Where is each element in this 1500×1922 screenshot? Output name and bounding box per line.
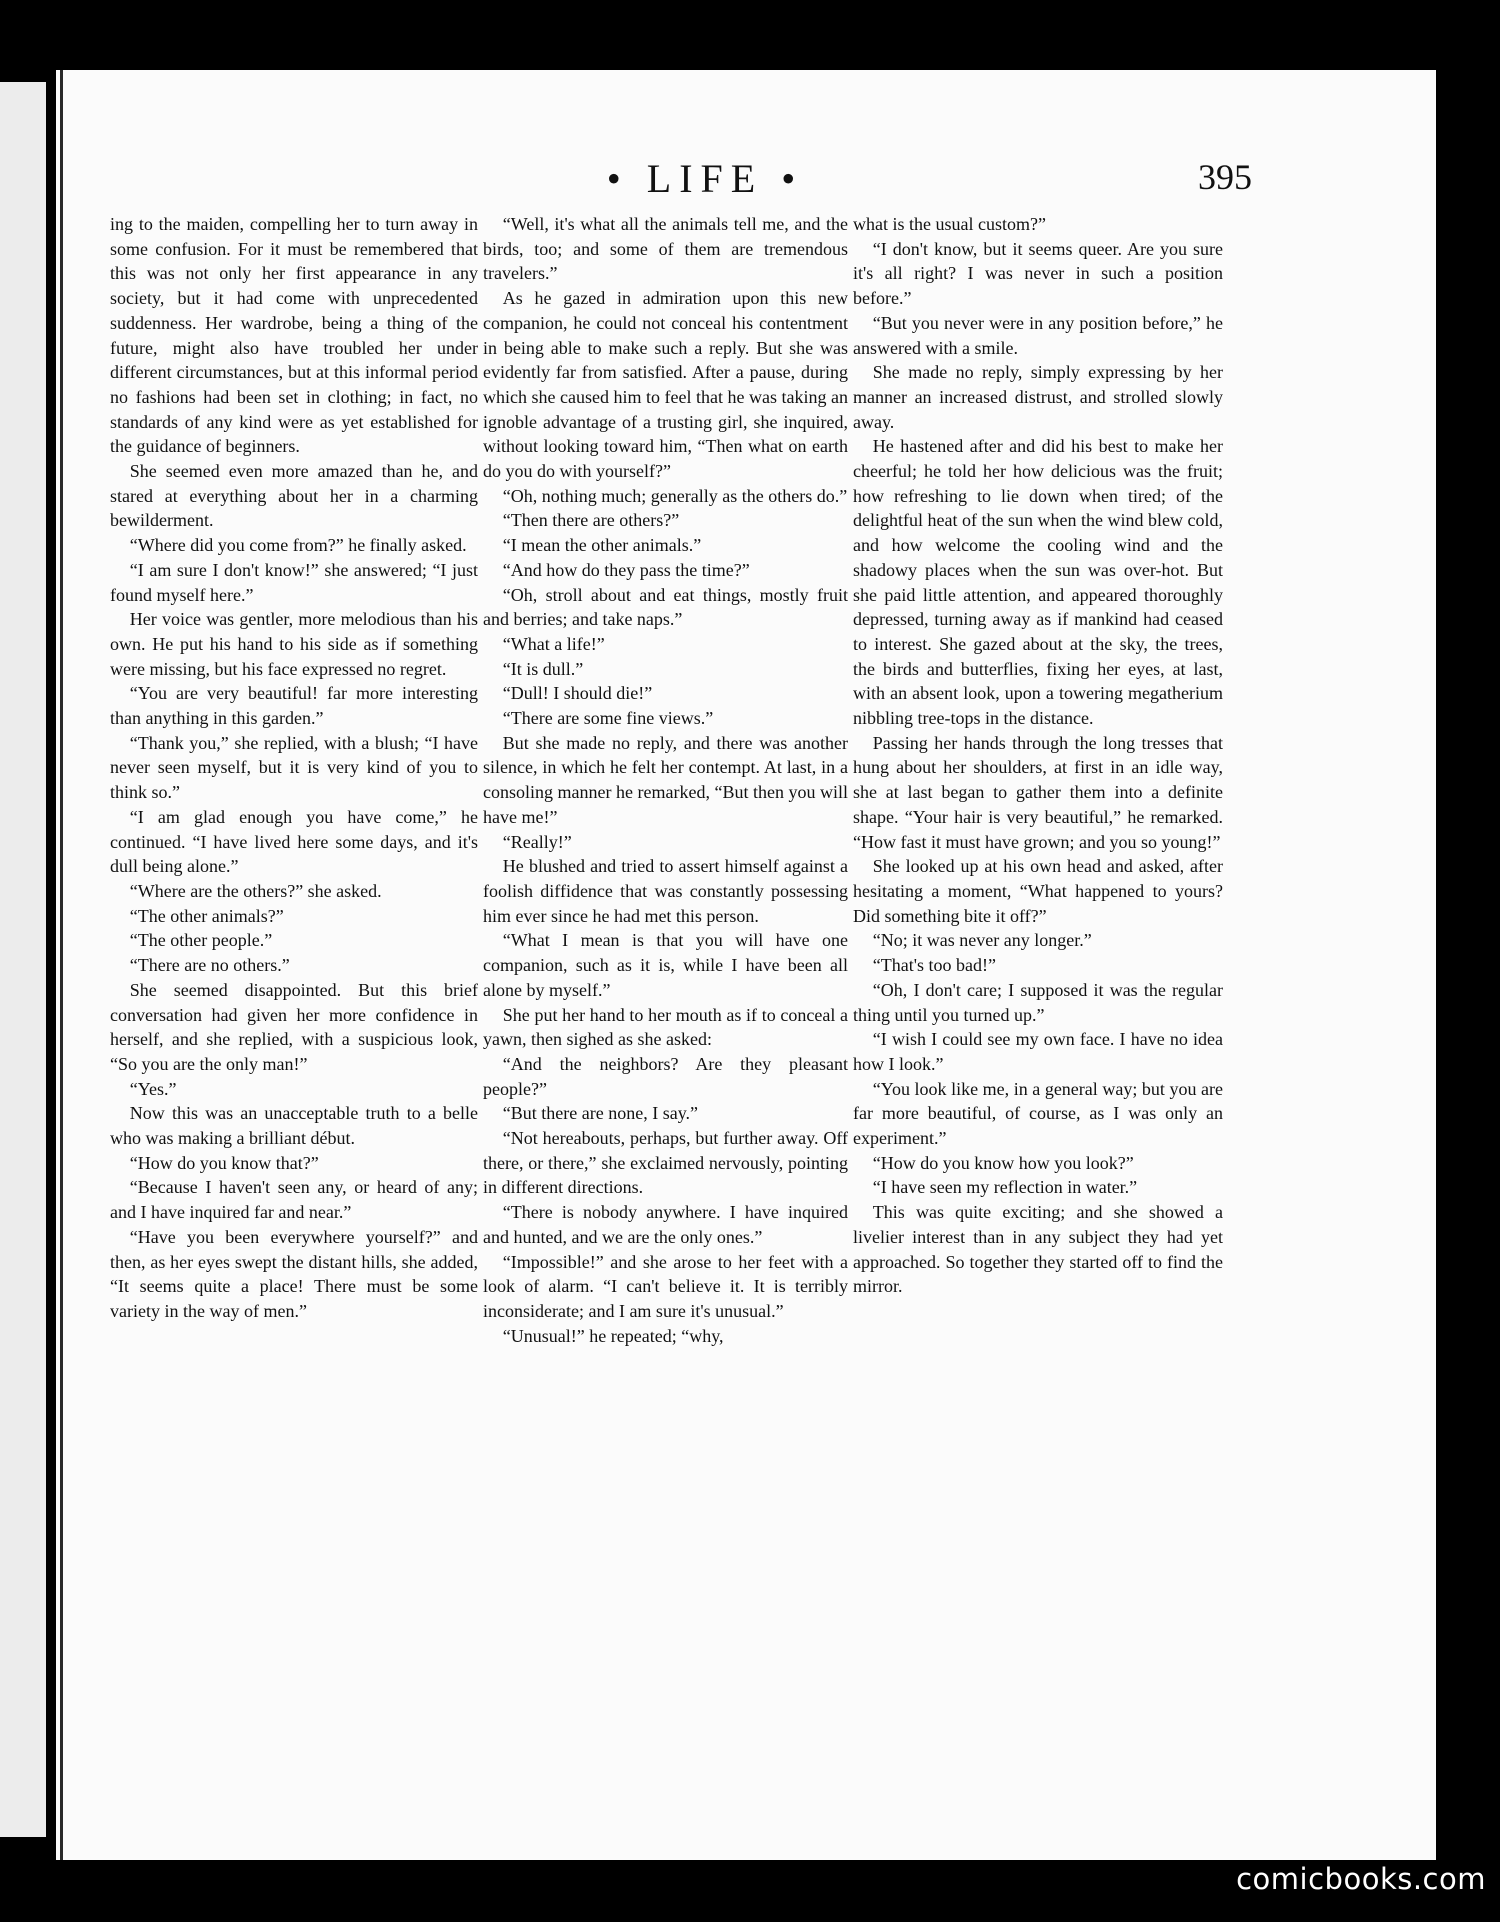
paragraph: He blushed and tried to assert himself against a foolish diffidence that was constantly possessing him ever since he had met this person. [483, 856, 848, 926]
paragraph: “I wish I could see my own face. I have no idea how I look.” [853, 1029, 1223, 1074]
paragraph: Passing her hands through the long tresses that hung about her shoulders, at first in an idle way, she at last began to gather them into a definite shape. “Your hair is very beautiful,” he remarked. “How fast it must have grown; and you so young!” [853, 732, 1223, 852]
paragraph: “Because I haven't seen any, or heard of any; and I have inquired far and near.” [110, 1177, 478, 1223]
paragraph: ing to the maiden, compelling her to turn away in some confusion. For it must be remembered that this was not only her first appearance in any society, but it had come with unprecedented suddenness. Her wardrobe, being a thing of the future, might also have troubled her under different circumstances, but at this informal period no fashions had been set in clothing; in fact, no standards of any kind were as yet established for the guidance of beginners. [110, 214, 478, 457]
paragraph: “But there are none, I say.” [502, 1103, 699, 1124]
paragraph: She looked up at his own head and asked, after hesitating a moment, “What happened to yours? Did something bite it off?” [853, 856, 1223, 926]
paragraph: “How do you know that?” [129, 1152, 319, 1173]
paragraph: “I am glad enough you have come,” he continued. “I have lived here some days, and it's dull being alone.” [110, 806, 478, 877]
paragraph: “Oh, nothing much; generally as the others do.” [502, 485, 848, 506]
paragraph: “But you never were in any position before,” he answered with a smile. [853, 312, 1223, 358]
paragraph: “There are no others.” [129, 955, 290, 976]
paragraph: This was quite exciting; and she showed a livelier interest than in any subject they had yet approached. So together they started off to find the mirror. [853, 1202, 1223, 1297]
paragraph: “I mean the other animals.” [502, 535, 702, 556]
paragraph: “Have you been everywhere yourself?” and then, as her eyes swept the distant hills, she added, “It seems quite a place! There must be some variety in the way of men.” [110, 1226, 478, 1321]
paragraph: He hastened after and did his best to make her cheerful; he told her how delicious was the fruit; how refreshing to lie down when tired; of the delightful heat of the sun when the wind blew cold, and how welcome the cooling wind and the shadowy places when the sun was over-hot. But she paid little attention, and appeared thoroughly depressed, turning away as if mankind had ceased to interest. She gazed about at the sky, the trees, the birds and butterflies, fixing her eyes, at last, with an absent look, upon a towering megatherium nibbling tree-tops in the distance. [853, 436, 1223, 729]
paragraph: “What a life!” [502, 633, 605, 654]
paragraph: “And the neighbors? Are they pleasant people?” [483, 1053, 848, 1099]
paragraph: “Well, it's what all the animals tell me, and the birds, too; and some of them are tremendous travelers.” [483, 214, 848, 284]
paragraph: “I have seen my reflection in water.” [872, 1177, 1138, 1198]
paragraph: “Dull! I should die!” [502, 683, 653, 704]
masthead-title: • LIFE • [606, 156, 804, 201]
paragraph: “No; it was never any longer.” [872, 930, 1092, 951]
text-column-2 [483, 212, 848, 1348]
paragraph: Now this was an unacceptable truth to a belle who was making a brilliant début. [110, 1103, 478, 1149]
paragraph: “I am sure I don't know!” she answered; “I just found myself here.” [110, 559, 478, 605]
paragraph: “Thank you,” she replied, with a blush; “I have never seen myself, but it is very kind of you to think so.” [110, 732, 478, 803]
watermark-text: comicbooks.com [1236, 1862, 1486, 1896]
paragraph: “There is nobody anywhere. I have inquired and hunted, and we are the only ones.” [483, 1202, 848, 1247]
paragraph: She seemed disappointed. But this brief conversation had given her more confidence in herself, and she replied, with a suspicious look, “So you are the only man!” [110, 979, 478, 1074]
paragraph: Her voice was gentler, more melodious than his own. He put his hand to his side as if something were missing, but his face expressed no regret. [110, 609, 478, 679]
paragraph: “Yes.” [129, 1078, 177, 1099]
paragraph: “Then there are others?” [502, 510, 680, 531]
paragraph: “You are very beautiful! far more interesting than anything in this garden.” [110, 683, 478, 729]
paragraph: “What I mean is that you will have one companion, such as it is, while I have been all alone by myself.” [483, 930, 848, 1000]
paragraph: She put her hand to her mouth as if to conceal a yawn, then sighed as she asked: [483, 1004, 848, 1050]
paragraph: “Not hereabouts, perhaps, but further away. Off there, or there,” she exclaimed nervously, pointing in different directions. [483, 1128, 848, 1198]
paragraph: “The other animals?” [129, 905, 284, 926]
paragraph: “Oh, I don't care; I supposed it was the regular thing until you turned up.” [853, 979, 1223, 1025]
paragraph: “Unusual!” he repeated; “why, [502, 1325, 724, 1346]
text-column-3 [853, 212, 1223, 1299]
page-number: 395 [1198, 157, 1252, 197]
paragraph: “Really!” [502, 831, 572, 852]
paragraph: “Where are the others?” she asked. [129, 880, 382, 901]
paragraph: “The other people.” [129, 930, 273, 951]
paragraph: “There are some fine views.” [502, 708, 714, 729]
paragraph: what is the usual custom?” [853, 214, 1046, 234]
paragraph: “Impossible!” and she arose to her feet with a look of alarm. “I can't believe it. It is terribly inconsiderate; and I am sure it's unusual.” [483, 1251, 848, 1321]
paragraph: “Oh, stroll about and eat things, mostly fruit and berries; and take naps.” [483, 584, 848, 630]
paragraph: “It is dull.” [502, 658, 584, 679]
paragraph: She made no reply, simply expressing by her manner an increased distrust, and strolled slowly away. [853, 362, 1223, 432]
paragraph: “You look like me, in a general way; but you are far more beautiful, of course, as I was only an experiment.” [853, 1078, 1223, 1149]
paragraph: “And how do they pass the time?” [502, 559, 750, 580]
paragraph: As he gazed in admiration upon this new companion, he could not conceal his contentment in being able to make such a reply. But she was evidently far from satisfied. After a pause, during which she caused him to feel that he was taking an ignoble advantage of a trusting girl, she inquired, without looking toward him, “Then what on earth do you do with yourself?” [483, 288, 848, 482]
paragraph: “That's too bad!” [872, 955, 996, 976]
paragraph: “I don't know, but it seems queer. Are you sure it's all right? I was never in such a position before.” [853, 238, 1223, 309]
text-column-1 [110, 212, 478, 1324]
paragraph: But she made no reply, and there was another silence, in which he felt her contempt. At last, in a consoling manner he remarked, “But then you will have me!” [483, 732, 848, 827]
paragraph: She seemed even more amazed than he, and stared at everything about her in a charming bewilderment. [110, 461, 478, 531]
previous-page-edge [0, 82, 46, 1837]
paragraph: “Where did you come from?” he finally asked. [129, 535, 467, 556]
paragraph: “How do you know how you look?” [872, 1152, 1134, 1173]
